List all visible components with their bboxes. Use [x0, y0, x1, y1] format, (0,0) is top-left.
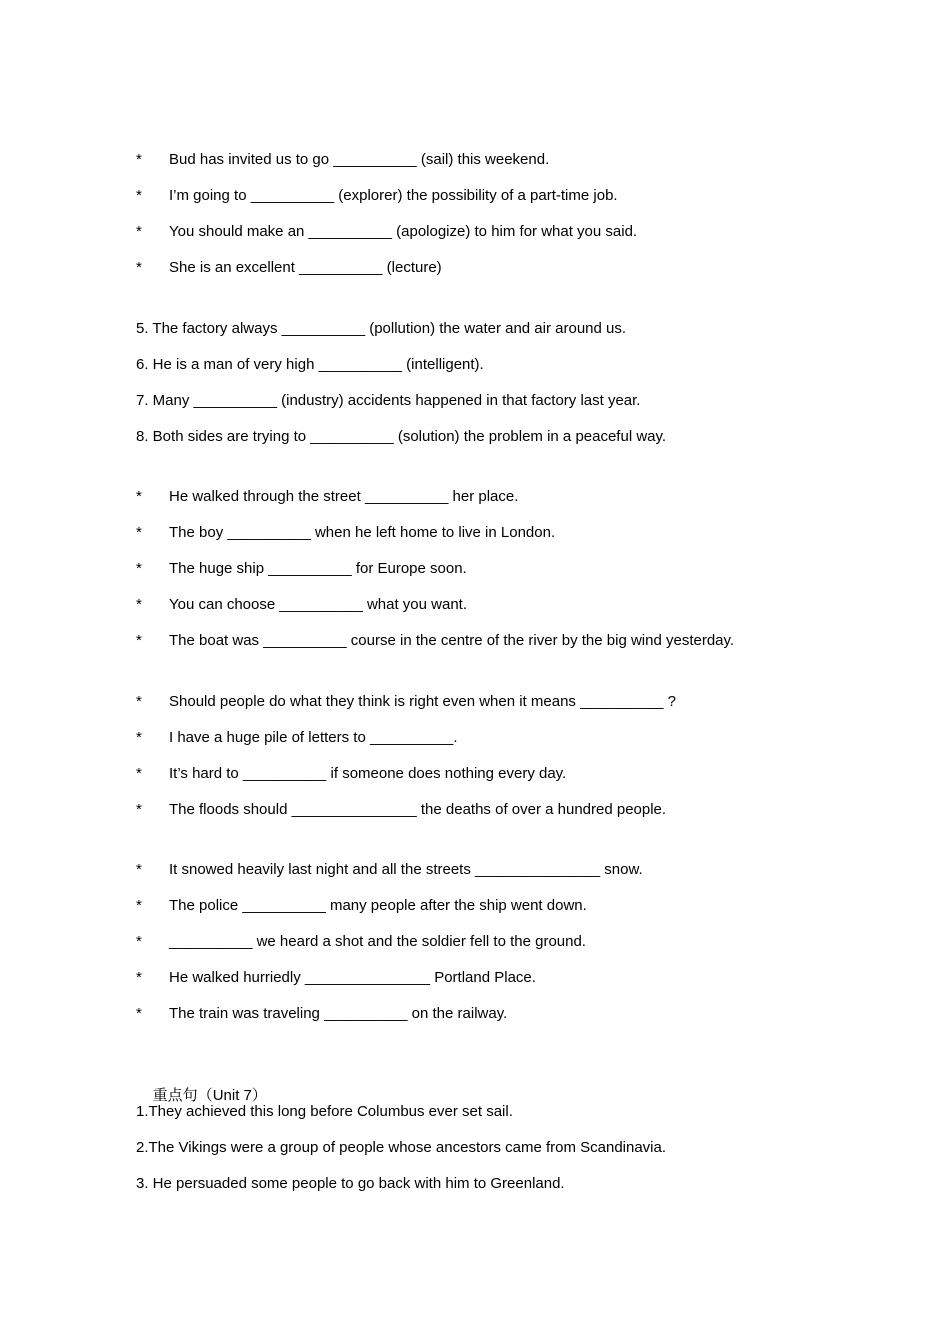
- bullet-marker: *: [136, 560, 142, 577]
- exercise-text: It snowed heavily last night and all the streets _______________ snow.: [169, 861, 643, 878]
- bullet-marker: *: [136, 897, 142, 914]
- bullet-marker: *: [136, 223, 142, 240]
- bullet-marker: *: [136, 861, 142, 878]
- bullet-marker: *: [136, 632, 142, 649]
- key-sentence: 2.The Vikings were a group of people whose ancestors came from Scandinavia.: [136, 1139, 667, 1156]
- bullet-marker: *: [136, 765, 142, 782]
- exercise-text: You should make an __________ (apologize) to him for what you said.: [169, 223, 638, 240]
- key-sentence: 1.They achieved this long before Columbus ever set sail.: [136, 1103, 513, 1120]
- exercise-text: He walked through the street __________ her place.: [169, 488, 519, 505]
- bullet-marker: *: [136, 801, 142, 818]
- key-sentence: 3. He persuaded some people to go back with him to Greenland.: [136, 1175, 565, 1192]
- exercise-text: Should people do what they think is right even when it means __________ ?: [169, 693, 677, 710]
- bullet-marker: *: [136, 693, 142, 710]
- exercise-text: The boat was __________ course in the centre of the river by the big wind yesterday.: [169, 632, 735, 649]
- exercise-text: Bud has invited us to go __________ (sail) this weekend.: [169, 151, 550, 168]
- bullet-marker: *: [136, 596, 142, 613]
- exercise-text: The boy __________ when he left home to live in London.: [169, 524, 556, 541]
- bullet-marker: *: [136, 1005, 142, 1022]
- exercise-item: 7. Many __________ (industry) accidents happened in that factory last year.: [136, 392, 641, 409]
- bullet-marker: *: [136, 969, 142, 986]
- bullet-marker: *: [136, 151, 142, 168]
- bullet-marker: *: [136, 187, 142, 204]
- bullet-marker: *: [136, 524, 142, 541]
- exercise-item: 8. Both sides are trying to __________ (solution) the problem in a peaceful way.: [136, 428, 667, 445]
- heading-close: ）: [251, 1086, 267, 1104]
- exercise-text: I’m going to __________ (explorer) the possibility of a part-time job.: [169, 187, 618, 204]
- exercise-text: It’s hard to __________ if someone does nothing every day.: [169, 765, 567, 782]
- bullet-marker: *: [136, 729, 142, 746]
- exercise-text: The floods should _______________ the deaths of over a hundred people.: [169, 801, 667, 818]
- heading-cn: 重点句（: [152, 1086, 213, 1104]
- exercise-text: She is an excellent __________ (lecture): [169, 259, 442, 276]
- bullet-marker: *: [136, 488, 142, 505]
- exercise-text: I have a huge pile of letters to __________.: [169, 729, 458, 746]
- exercise-text: The huge ship __________ for Europe soon.: [169, 560, 467, 577]
- exercise-text: The train was traveling __________ on the railway.: [169, 1005, 508, 1022]
- exercise-item: 5. The factory always __________ (pollution) the water and air around us.: [136, 320, 627, 337]
- exercise-text: He walked hurriedly _______________ Portland Place.: [169, 969, 536, 986]
- exercise-text: You can choose __________ what you want.: [169, 596, 468, 613]
- bullet-marker: *: [136, 933, 142, 950]
- exercise-item: 6. He is a man of very high __________ (intelligent).: [136, 356, 484, 373]
- exercise-text: The police __________ many people after the ship went down.: [169, 897, 587, 914]
- exercise-text: __________ we heard a shot and the soldier fell to the ground.: [169, 933, 586, 950]
- heading-unit: Unit 7: [212, 1087, 252, 1104]
- bullet-marker: *: [136, 259, 142, 276]
